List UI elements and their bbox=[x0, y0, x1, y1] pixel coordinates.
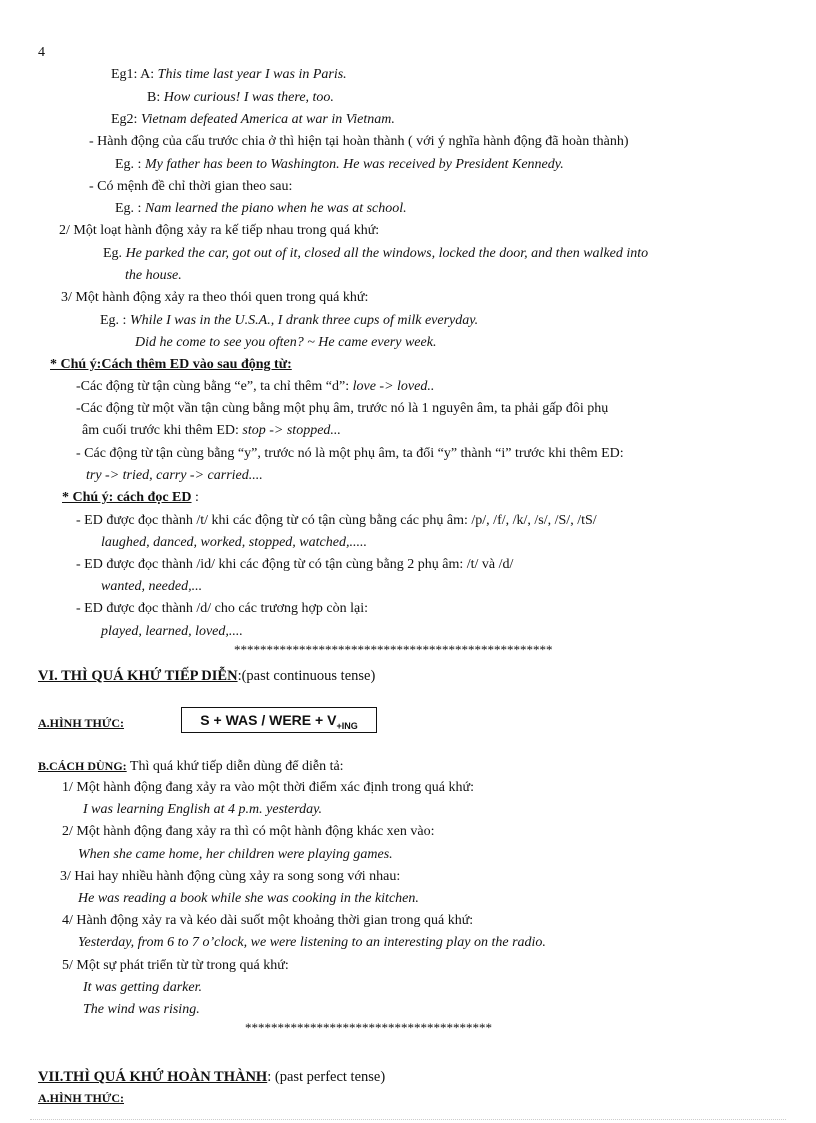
section-divider: ************************************************* bbox=[234, 642, 553, 657]
usage-item: 4/ Hành động xảy ra và kéo dài suốt một khoảng thời gian trong quá khứ: bbox=[62, 913, 474, 928]
section-heading-line bbox=[38, 1068, 385, 1086]
rule-line: 2/ Một loạt hành động xảy ra kế tiếp nhau trong quá khứ: bbox=[59, 223, 380, 238]
example-line bbox=[100, 312, 478, 330]
example-label: B: bbox=[147, 90, 164, 105]
page-bottom-rule bbox=[30, 1119, 786, 1120]
example-label: Eg2: bbox=[111, 112, 141, 127]
usage-text: Thì quá khứ tiếp diễn dùng để diễn tả: bbox=[126, 759, 344, 774]
usage-item: 3/ Hai hay nhiều hành động cùng xảy ra song song với nhau: bbox=[60, 869, 401, 884]
example-label: Eg1: A: bbox=[111, 67, 158, 82]
rule-example: laughed, danced, worked, stopped, watched,..... bbox=[101, 535, 367, 550]
rule-line: - ED được đọc thành /d/ cho các trương hợp còn lại: bbox=[76, 601, 369, 616]
rule-example: wanted, needed,... bbox=[101, 579, 203, 594]
example-text: Did he come to see you often? ~ He came every week. bbox=[135, 335, 437, 350]
rule-line bbox=[76, 378, 434, 396]
usage-item: 1/ Một hành động đang xảy ra vào một thời điểm xác định trong quá khứ: bbox=[62, 780, 474, 795]
rule-line: - Có mệnh đề chỉ thời gian theo sau: bbox=[89, 179, 293, 194]
section-subtitle: :(past continuous tense) bbox=[237, 668, 376, 684]
example-label: Eg. : bbox=[100, 313, 130, 328]
section-title: VII.THÌ QUÁ KHỨ HOÀN THÀNH bbox=[38, 1069, 268, 1085]
section-subtitle: : (past perfect tense) bbox=[267, 1069, 386, 1085]
section-heading-line bbox=[38, 667, 375, 685]
usage-example: I was learning English at 4 p.m. yesterday. bbox=[83, 802, 323, 817]
example-line bbox=[111, 66, 347, 84]
rule-text: -Các động từ tận cùng bằng “e”, ta chỉ thêm “d”: bbox=[76, 379, 353, 394]
example-text: How curious! I was there, too. bbox=[163, 90, 334, 105]
rule-line bbox=[82, 422, 341, 440]
rule-example: try -> tried, carry -> carried.... bbox=[86, 468, 263, 483]
formula-subscript: +ING bbox=[336, 720, 358, 731]
section-title: VI. THÌ QUÁ KHỨ TIẾP DIỄN bbox=[38, 668, 238, 684]
example-line bbox=[115, 200, 407, 218]
example-line bbox=[115, 156, 564, 174]
rule-line: - Các động từ tận cùng bằng “y”, trước nó là một phụ âm, ta đổi “y” thành “i” trước khi thêm ED: bbox=[76, 446, 624, 461]
example-text: Nam learned the piano when he was at school. bbox=[144, 201, 407, 216]
rule-example: played, learned, loved,.... bbox=[101, 624, 243, 639]
usage-heading-line bbox=[38, 757, 344, 776]
example-label: Eg. : bbox=[115, 201, 145, 216]
example-text: He parked the car, got out of it, closed all the windows, locked the door, and then walked into bbox=[125, 246, 649, 261]
example-label: Eg. bbox=[103, 246, 126, 261]
example-text: This time last year I was in Paris. bbox=[157, 67, 347, 82]
rule-line: 3/ Một hành động xảy ra theo thói quen trong quá khứ: bbox=[61, 290, 369, 305]
usage-example: Yesterday, from 6 to 7 o’clock, we were listening to an interesting play on the radio. bbox=[78, 935, 546, 950]
usage-item: 5/ Một sự phát triển từ từ trong quá khứ: bbox=[62, 958, 289, 973]
form-label: A.HÌNH THỨC: bbox=[38, 1091, 125, 1105]
example-text: the house. bbox=[125, 268, 182, 283]
section-divider: ************************************** bbox=[245, 1020, 492, 1035]
note-colon: : bbox=[191, 490, 199, 505]
rule-line: - ED được đọc thành /t/ khi các động từ có tận cùng bằng các phụ âm: /p/, /f/, /k/, /s/, /S/, /tS/ bbox=[76, 513, 597, 528]
rule-line: - ED được đọc thành /id/ khi các động từ có tận cùng bằng 2 phụ âm: /t/ và /d/ bbox=[76, 557, 514, 572]
usage-label: B.CÁCH DÙNG: bbox=[38, 759, 127, 773]
example-text: My father has been to Washington. He was received by President Kennedy. bbox=[144, 157, 564, 172]
rule-text: âm cuối trước khi thêm ED: bbox=[82, 423, 243, 438]
rule-example: love -> loved.. bbox=[352, 379, 435, 394]
example-line bbox=[111, 111, 395, 129]
formula-main: S + WAS / WERE + V bbox=[200, 712, 337, 728]
usage-example: When she came home, her children were playing games. bbox=[78, 847, 393, 862]
formula-box bbox=[181, 707, 377, 733]
example-label: Eg. : bbox=[115, 157, 145, 172]
example-text: While I was in the U.S.A., I drank three cups of milk everyday. bbox=[129, 313, 479, 328]
rule-example: stop -> stopped... bbox=[242, 423, 341, 438]
rule-line: -Các động từ một vần tận cùng bằng một phụ âm, trước nó là 1 nguyên âm, ta phải gấp đôi phụ bbox=[76, 401, 609, 416]
usage-example: He was reading a book while she was cooking in the kitchen. bbox=[78, 891, 419, 906]
note-heading-line bbox=[62, 489, 199, 507]
example-text: Vietnam defeated America at war in Vietnam. bbox=[140, 112, 395, 127]
usage-item: 2/ Một hành động đang xảy ra thì có một hành động khác xen vào: bbox=[62, 824, 435, 839]
page-number: 4 bbox=[38, 45, 45, 60]
usage-example: The wind was rising. bbox=[83, 1002, 200, 1017]
example-line bbox=[103, 245, 648, 263]
rule-line: - Hành động của cấu trước chia ở thì hiện tại hoàn thành ( với ý nghĩa hành động đã hoàn thành) bbox=[89, 134, 629, 149]
note-heading: * Chú ý:Cách thêm ED vào sau động từ: bbox=[50, 357, 292, 372]
example-line bbox=[147, 89, 334, 107]
usage-example: It was getting darker. bbox=[83, 980, 202, 995]
note-heading: * Chú ý: cách đọc ED bbox=[62, 490, 192, 505]
form-label: A.HÌNH THỨC: bbox=[38, 716, 125, 730]
